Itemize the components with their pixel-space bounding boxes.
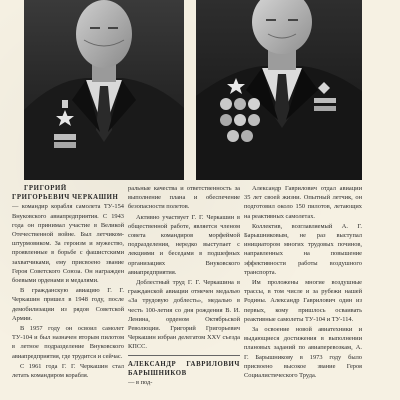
middle-paragraph-1: ральные качества и ответственность за выполнение плана и обеспечение безопасности полетов. — [128, 185, 240, 211]
right-paragraph-1: Александр Гаврилович отдал авиации 35 лет своей жизни. Опытный летчик, он подготовил около 150 пилотов, летающих на реактивных самолетах. — [244, 185, 362, 220]
cherkashin-paragraph-3: В 1957 году он освоил самолет ТУ-104 и был назначен вторым пилотом в летное подразделение Внуковского авиапредприятия, где трудится и сейчас. — [12, 325, 124, 360]
right-paragraph-3: Им проложены многие воздушные трассы, в том числе и за рубежи нашей Родины. Александр Гаврилович один из первых, кому пришлось осваивать реактивные самолеты ТУ-104 и ТУ-114. — [244, 279, 362, 323]
right-paragraph-4: За освоение новой авиатехники и выдающиеся достижения в выполнении плановых заданий по авиаперевозкам, А. Г. Барышникову в 1973 году было присвоено высокое звание Героя Социалистического Труда. — [244, 326, 362, 380]
portrait-cherkashin — [24, 0, 184, 180]
portrait-baryshnikov-image — [196, 0, 368, 180]
right-paragraph-2: Коллектив, возглавляемый А. Г. Барышниковым, не раз выступал инициатором многих трудовых починов, направленных на повышение эффективности работы воздушного транспорта. — [244, 222, 362, 276]
middle-paragraph-2: Активно участвует Г. Г. Черкашин в общественной работе, является членом совета командиров морфеймой подразделения, нередко выступает с лекциями и беседами в подшефных организациях Внуковского авиапредприятия. — [128, 213, 240, 276]
section-divider — [128, 355, 240, 356]
heading-baryshnikov: АЛЕКСАНДР ГАВРИЛОВИЧ БАРЫШНИКОВ — [128, 360, 240, 377]
portrait-cherkashin-image — [24, 0, 184, 180]
cherkashin-paragraph-2: В гражданскую авиацию Г. Г. Черкашин пришел в 1948 году, после демобилизации из рядов Советской Армии. — [12, 287, 124, 322]
baryshnikov-intro-text: — в под- — [128, 379, 153, 387]
heading-cherkashin: ГРИГОРИЙ ГРИГОРЬЕВИЧ ЧЕРКАШИН — [12, 185, 119, 202]
column-left — [12, 184, 124, 400]
clipping-margin — [362, 0, 400, 400]
cherkashin-paragraph-4: С 1961 года Г. Г. Черкашин стал летать командиром корабля. — [12, 362, 124, 380]
column-right — [244, 184, 362, 400]
column-middle — [128, 184, 240, 400]
middle-paragraph-3: Доблестный труд Г. Г. Черкашина в гражданской авиации отмечен медалью «За трудовую доблесть», медалью в честь 100-летия со дня рождения В. И. Ленина, орденом Октябрьской Революции. Григорий Григорьевич Черкашин избран делегатом XXV съезда КПСС. — [128, 279, 240, 351]
cherkashin-intro-text: — командир корабля самолета ТУ-154 Внуковского авиапредприятия. С 1943 года он принимал участие в Великой Отечественной войне. Был летчиком-штурмовиком. За героизм и мужество, проявленные в борьбе с фашистскими захватчиками, ему присвоено звание Героя Советского Союза. Он награжден боевыми орденами и медалями. — [12, 203, 124, 285]
portrait-baryshnikov — [196, 0, 368, 180]
